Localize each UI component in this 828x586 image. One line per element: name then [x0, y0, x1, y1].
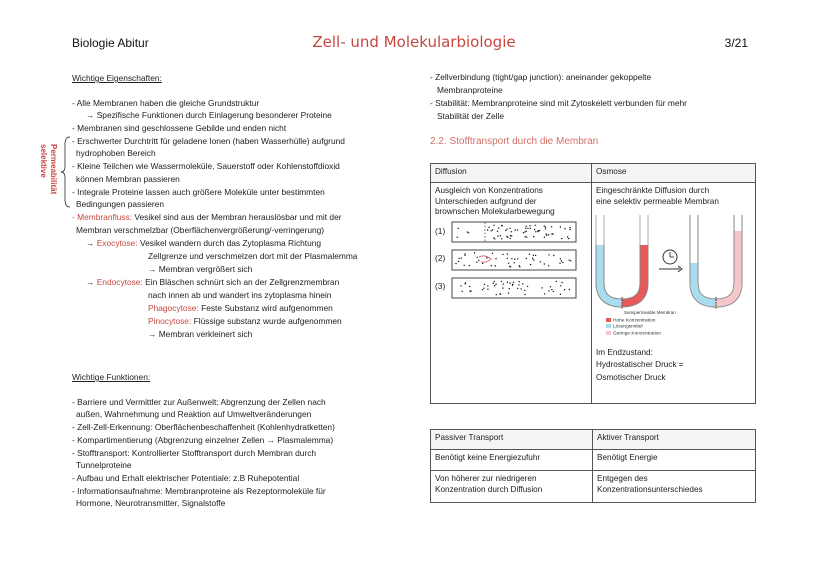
- particle-dot: [539, 229, 540, 230]
- membranfluss-item: [72, 211, 342, 224]
- list-item: - Alle Membranen haben die gleiche Grundstruktur: [72, 98, 260, 108]
- particle-dot: [509, 282, 510, 283]
- particle-dot: [514, 262, 515, 263]
- particle-dot: [459, 257, 460, 258]
- selective-permeability-label: [31, 140, 57, 210]
- particle-dot: [495, 283, 496, 284]
- list-item: nach innen ab und wandert ins zytoplasma hinein: [148, 290, 332, 300]
- particle-dot: [537, 230, 538, 231]
- list-item: Zellgrenze und verschmelzen dort mit der Plasmalemma: [148, 251, 358, 261]
- particle-dot: [521, 288, 522, 289]
- particle-dot: [550, 286, 551, 287]
- particle-dot: [569, 259, 570, 260]
- particle-dot: [510, 237, 511, 238]
- osmosis-endstate: Im Endzustand: Hydrostatischer Druck = Osmotischer Druck: [596, 347, 684, 382]
- table-header: Passiver Transport: [431, 430, 593, 450]
- table-cell: Von höherer zur niedrigeren Konzentration durch Diffusion: [431, 471, 593, 503]
- particle-dot: [494, 238, 495, 239]
- particle-dot: [501, 238, 502, 239]
- table-row: [431, 450, 756, 471]
- particle-dot: [502, 253, 503, 254]
- list-item: Hormone, Neurotransmitter, Signalstoffe: [76, 498, 226, 508]
- particle-dot: [546, 234, 547, 235]
- particle-dot: [529, 225, 530, 226]
- particle-dot: [497, 230, 498, 231]
- page-number: 3/21: [724, 36, 748, 50]
- particle-dot: [505, 229, 506, 230]
- list-item: Stabilität der Zelle: [437, 111, 505, 121]
- particle-dot: [548, 234, 549, 235]
- particle-dot: [564, 289, 565, 290]
- particle-dot: [567, 236, 568, 237]
- particle-dot: [498, 227, 499, 228]
- particle-dot: [493, 224, 494, 225]
- particle-dot: [511, 235, 512, 236]
- diffusion-diagram: [435, 221, 587, 311]
- particle-dot: [493, 282, 494, 283]
- particle-dot: [559, 262, 560, 263]
- particle-dot: [527, 227, 528, 228]
- particle-dot: [522, 283, 523, 284]
- particle-dot: [560, 293, 561, 294]
- particle-dot: [460, 285, 461, 286]
- particle-dot: [495, 258, 496, 259]
- list-item: können Membran passieren: [76, 174, 180, 184]
- particle-dot: [484, 283, 485, 284]
- particle-dot: [569, 288, 570, 289]
- membranfluss-label: - Membranfluss:: [72, 212, 133, 222]
- particle-dot: [525, 236, 526, 237]
- phagocytose-text: Feste Substanz wird aufgenommen: [198, 303, 333, 313]
- particle-dot: [499, 293, 500, 294]
- particle-dot: [464, 254, 465, 255]
- list-item: - Aufbau und Erhalt elektrischer Potentiale: z.B Ruhepotential: [72, 473, 300, 483]
- eigenschaften-heading: Wichtige Eigenschaften:: [72, 73, 162, 83]
- endocytose-item: [86, 276, 339, 289]
- particle-dot: [457, 236, 458, 237]
- page-title: Zell- und Molekularbiologie: [312, 33, 516, 51]
- particle-dot: [500, 235, 501, 236]
- particle-dot: [542, 287, 543, 288]
- particle-dot: [509, 227, 510, 228]
- particle-dot: [534, 228, 535, 229]
- particle-dot: [476, 261, 477, 262]
- osmosis-legend: [606, 318, 751, 337]
- particle-dot: [561, 237, 562, 238]
- particle-dot: [469, 264, 470, 265]
- particle-dot: [478, 259, 479, 260]
- particle-dot: [468, 232, 469, 233]
- particle-dot: [477, 256, 478, 257]
- transport-table: [430, 429, 756, 503]
- particle-dot: [517, 229, 518, 230]
- arrow-icon: →: [86, 238, 97, 248]
- particle-dot: [519, 265, 520, 266]
- exocytose-label: Exocytose:: [96, 238, 138, 248]
- particle-dot: [526, 236, 527, 237]
- swatch-icon: [606, 318, 611, 322]
- particle-dot: [502, 287, 503, 288]
- osmose-text: Eingeschränkte Diffusion durch eine selektiv permeable Membran: [596, 186, 719, 206]
- particle-dot: [497, 235, 498, 236]
- particle-dot: [524, 293, 525, 294]
- particle-dot: [519, 281, 520, 282]
- legend-item: Lösungsmittel: [606, 324, 751, 330]
- osmose-cell: [592, 183, 756, 404]
- particle-dot: [501, 280, 502, 281]
- particle-dot: [544, 293, 545, 294]
- particle-dot: [482, 289, 483, 290]
- endocytose-text: Ein Bläschen schnürt sich an der Zellgrenzmembran: [142, 277, 340, 287]
- particle-dot: [507, 257, 508, 258]
- particle-dot: [535, 231, 536, 232]
- particle-dot: [492, 252, 493, 253]
- legend-item: Hohe Konzentration: [606, 318, 751, 324]
- particle-dot: [506, 235, 507, 236]
- particle-dot: [517, 258, 518, 259]
- particle-dot: [483, 287, 484, 288]
- diffusion-cell: [431, 183, 592, 404]
- particle-dot: [525, 227, 526, 228]
- particle-dot: [465, 282, 466, 283]
- particle-dot: [519, 266, 520, 267]
- list-item: - Membranen sind geschlossene Gebilde und enden nicht: [72, 123, 287, 133]
- table-cell: Entgegen des Konzentrationsunterschiedes: [593, 471, 756, 503]
- particle-dot: [490, 230, 491, 231]
- particle-dot: [510, 235, 511, 236]
- particle-dot: [560, 285, 561, 286]
- list-item: - Informationsaufnahme: Membranproteine als Rezeptormoleküle für: [72, 486, 326, 496]
- membranfluss-text: Vesikel sind aus der Membran herauslösbar und mit der: [132, 212, 342, 222]
- particle-dot: [508, 292, 509, 293]
- list-item: - Zell-Zell-Erkennung: Oberflächenbeschaffenheit (Kohlenhydratketten): [72, 422, 335, 432]
- particle-dot: [526, 225, 527, 226]
- list-item: Bedingungen passieren: [76, 199, 165, 209]
- particle-dot: [548, 265, 549, 266]
- particle-dot: [467, 231, 468, 232]
- arrow-icon: →: [86, 277, 97, 287]
- list-item: - Barriere und Vermittler zur Außenwelt: Abgrenzung der Zellen nach: [72, 397, 326, 407]
- particle-dot: [553, 254, 554, 255]
- particle-dot: [533, 254, 534, 255]
- table-cell: Benötigt Energie: [593, 450, 756, 471]
- particle-dot: [508, 262, 509, 263]
- particle-dot: [568, 237, 569, 238]
- particle-dot: [535, 224, 536, 225]
- particle-dot: [530, 227, 531, 228]
- particle-dot: [553, 290, 554, 291]
- particle-dot: [487, 285, 488, 286]
- particle-dot: [548, 254, 549, 255]
- particle-dot: [495, 265, 496, 266]
- particle-dot: [486, 257, 487, 258]
- list-item: hydrophoben Bereich: [76, 148, 156, 158]
- particle-dot: [561, 281, 562, 282]
- particle-dot: [487, 288, 488, 289]
- table-header: Osmose: [592, 164, 756, 183]
- particle-dot: [526, 230, 527, 231]
- pinocytose-item: [148, 315, 342, 328]
- particle-dot: [513, 281, 514, 282]
- legend-item: Geringe Konzentration: [606, 331, 751, 337]
- step-label: (1): [435, 225, 446, 236]
- diffusion-osmose-table: [430, 163, 756, 404]
- swatch-icon: [606, 331, 611, 335]
- particle-dot: [510, 266, 511, 267]
- particle-dot: [501, 224, 502, 225]
- particle-dot: [455, 262, 456, 263]
- particle-dot: [517, 287, 518, 288]
- particle-dot: [544, 236, 545, 237]
- particle-dot: [545, 228, 546, 229]
- step-label: (3): [435, 280, 446, 291]
- pinocytose-text: Flüssige substanz wurde aufgenommen: [191, 316, 342, 326]
- particle-dot: [546, 233, 547, 234]
- table-row: [431, 471, 756, 503]
- particle-dot: [462, 290, 463, 291]
- particle-dot: [532, 257, 533, 258]
- particle-dot: [487, 229, 488, 230]
- particle-dot: [551, 233, 552, 234]
- list-item: - Stabilität: Membranproteine sind mit Zytoskelett verbunden für mehr: [430, 98, 687, 108]
- particle-dot: [518, 284, 519, 285]
- particle-dot: [503, 283, 504, 284]
- list-item: Tunnelproteine: [76, 460, 132, 470]
- particle-dot: [548, 290, 549, 291]
- subject-label: Biologie Abitur: [72, 36, 149, 50]
- swatch-icon: [606, 324, 611, 328]
- list-item: → Spezifische Funktionen durch Einlagerung besonderer Proteine: [86, 110, 332, 120]
- particle-dot: [464, 264, 465, 265]
- exocytose-item: [86, 237, 321, 250]
- table-cell: Benötigt keine Energiezufuhr: [431, 450, 593, 471]
- section-title: 2.2. Stofftransport durch die Membran: [430, 136, 599, 147]
- particle-dot: [511, 258, 512, 259]
- phagocytose-label: Phagocytose:: [148, 303, 199, 313]
- particle-dot: [556, 280, 557, 281]
- table-header: Diffusion: [431, 164, 592, 183]
- particle-dot: [560, 226, 561, 227]
- brace-icon: [60, 136, 72, 208]
- table-header: Aktiver Transport: [593, 430, 756, 450]
- particle-dot: [524, 289, 525, 290]
- exocytose-text: Vesikel wandern durch das Zytoplasma Richtung: [137, 238, 322, 248]
- particle-dot: [512, 284, 513, 285]
- particle-dot: [458, 227, 459, 228]
- particle-dot: [514, 258, 515, 259]
- list-item: → Membran verkleinert sich: [148, 329, 253, 339]
- list-item: - Stofftransport: Kontrollierter Stofftransport durch Membran durch: [72, 448, 317, 458]
- particle-dot: [494, 285, 495, 286]
- particle-dot: [464, 253, 465, 254]
- particle-dot: [562, 261, 563, 262]
- particle-dot: [545, 226, 546, 227]
- particle-dot: [511, 231, 512, 232]
- osmosis-diagram: [596, 211, 751, 316]
- list-item: - Kompartimentierung (Abgrenzung einzelner Zellen → Plasmalemma): [72, 435, 334, 445]
- particle-dot: [540, 261, 541, 262]
- phagocytose-item: [148, 302, 333, 315]
- particle-dot: [496, 294, 497, 295]
- particle-dot: [494, 280, 495, 281]
- particle-dot: [507, 253, 508, 254]
- particle-dot: [569, 226, 570, 227]
- endocytose-label: Endocytose:: [96, 277, 143, 287]
- particle-dot: [474, 252, 475, 253]
- particle-dot: [560, 258, 561, 259]
- particle-dot: [461, 257, 462, 258]
- particle-dot: [551, 226, 552, 227]
- particle-dot: [526, 257, 527, 258]
- particle-dot: [564, 228, 565, 229]
- list-item: außen, Wahrnehmung und Reaktion auf Umweltveränderungen: [76, 409, 312, 419]
- particle-dot: [569, 228, 570, 229]
- particle-dot: [506, 228, 507, 229]
- particle-dot: [533, 235, 534, 236]
- funktionen-heading: Wichtige Funktionen:: [72, 372, 151, 382]
- particle-dot: [544, 225, 545, 226]
- list-item: - Zellverbindung (tight/gap junction): aneinander gekoppelte: [430, 72, 652, 82]
- particle-dot: [515, 229, 516, 230]
- pinocytose-label: Pinocytose:: [148, 316, 192, 326]
- step-label: (2): [435, 252, 446, 263]
- particle-dot: [570, 260, 571, 261]
- particle-dot: [529, 253, 530, 254]
- svg-text:selektive Permeabilität: selektive Permeabilität: [39, 144, 58, 195]
- particle-dot: [527, 285, 528, 286]
- particle-dot: [491, 265, 492, 266]
- particle-dot: [507, 281, 508, 282]
- list-item: Membran verschmelzbar (Oberflächenvergrößerung/-verringerung): [76, 225, 325, 235]
- particle-dot: [509, 288, 510, 289]
- particle-dot: [533, 259, 534, 260]
- particle-dot: [488, 226, 489, 227]
- diffusion-boxes: [451, 221, 579, 301]
- particle-dot: [544, 263, 545, 264]
- list-item: Membranproteine: [437, 85, 503, 95]
- particle-dot: [492, 229, 493, 230]
- particle-dot: [523, 232, 524, 233]
- particle-dot: [530, 263, 531, 264]
- particle-dot: [551, 288, 552, 289]
- list-item: - Kleine Teilchen wie Wassermoleküle, Sauerstoff oder Kohlenstoffdioxid: [72, 161, 340, 171]
- particle-dot: [535, 254, 536, 255]
- particle-dot: [561, 260, 562, 261]
- particle-dot: [482, 262, 483, 263]
- membrane-label: Semipermeable Membran: [624, 310, 676, 315]
- particle-dot: [470, 290, 471, 291]
- list-item: - Integrale Proteine lassen auch größere Moleküle unter bestimmten: [72, 187, 325, 197]
- particle-dot: [458, 260, 459, 261]
- particle-dot: [469, 285, 470, 286]
- list-item: → Membran vergrößert sich: [148, 264, 253, 274]
- list-item: - Erschwerter Durchtritt für geladene Ionen (haben Wasserhülle) aufgrund: [72, 136, 345, 146]
- diffusion-text: Ausgleich von Konzentrations Unterschieden aufgrund der brownschen Molekularbewegung: [435, 186, 555, 216]
